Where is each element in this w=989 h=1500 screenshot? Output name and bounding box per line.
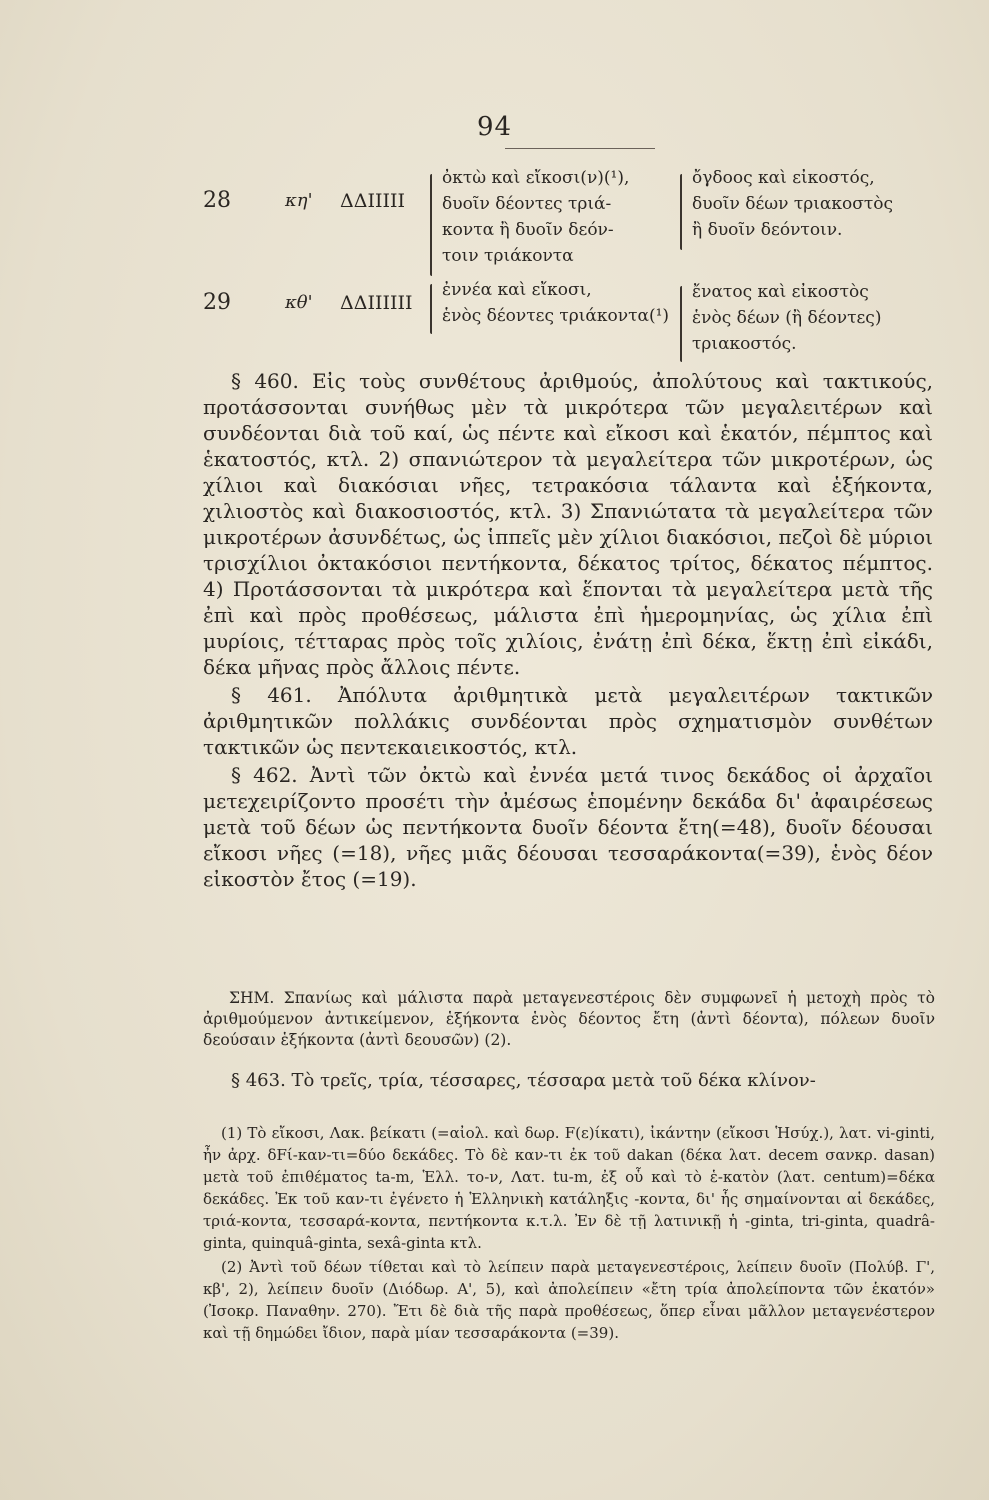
row-29-attic-numeral: ΔΔΙΙΙΙΙΙ	[340, 292, 413, 314]
row-28-cardinal-line: ὀκτὼ καὶ εἴκοσι(ν)(¹),	[442, 168, 630, 188]
section-461: § 461. Ἀπόλυτα ἀριθμητικὰ μετὰ μεγαλειτέρων τακτικῶν ἀριθμητικῶν πολλάκις συνδέονται πρὸς σχηματισμὸν συνθέτων τακτικῶν ὡς πεντεκαιεικοστός, κτλ.	[203, 683, 933, 759]
row-28-cardinal-line: κοντα ἢ δυοῖν δεόν-	[442, 220, 614, 240]
row-29-number: 29	[203, 290, 231, 315]
main-text	[203, 368, 933, 892]
row-29-cardinal-brace	[430, 284, 432, 334]
row-29-greek-numeral: κθ'	[285, 292, 313, 313]
footnote-1: (1) Τὸ εἴκοσι, Λακ. βείκατι (=αἰολ. καὶ δωρ. F(ε)ίκατι), ἰκάντην (εἴκοσι Ἡσύχ.), λατ. vi-ginti, ἦν ἀρχ. δFί-καν-τι=δύο δεκάδες. Τὸ δὲ καν-τι ἐκ τοῦ dakan (δέκα λατ. decem σανκρ. dasan) μετὰ τοῦ ἐπιθέματος ta-m, Ἑλλ. το-ν, Λατ. tu-m, ἐξ οὗ καὶ τὸ ἑ-κατὸν (λατ. centum)=δέκα δεκάδες. Ἐκ τοῦ καν-τι ἐγένετο ἡ Ἑλληνικὴ κατάληξις -κοντα, δι' ἧς σημαίνονται αἱ δεκάδες, τριά-κοντα, τεσσαρά-κοντα, πεντήκοντα κ.τ.λ. Ἐν δὲ τῇ λατινικῇ ἡ -ginta, tri-ginta, quadrâ-ginta, quinquâ-ginta, sexâ-ginta κτλ.	[203, 1124, 935, 1252]
page-number: 94	[476, 112, 513, 142]
row-28-ordinal-brace	[680, 174, 682, 250]
row-28-cardinal-line: δυοῖν δέοντες τριά-	[442, 194, 612, 214]
page-number-rule	[505, 146, 655, 149]
row-28-ordinal-line: δυοῖν δέων τριακοστὸς	[692, 194, 894, 214]
row-28-greek-numeral: κη'	[285, 190, 313, 211]
row-28-ordinal-line: ὄγδοος καὶ εἰκοστός,	[692, 168, 875, 188]
row-28-cardinal-line: τοιν τριάκοντα	[442, 246, 574, 266]
row-28-attic-numeral: ΔΔΙΙΙΙΙ	[340, 190, 405, 212]
row-29-ordinal-line: ἔνατος καὶ εἰκοστὸς	[692, 282, 869, 302]
row-29-cardinal-line: ἐννέα καὶ εἴκοσι,	[442, 280, 592, 300]
row-29-ordinal-line: ἑνὸς δέων (ἢ δέοντες)	[692, 308, 882, 328]
footnote-2: (2) Ἀντὶ τοῦ δέων τίθεται καὶ τὸ λείπειν παρὰ μεταγενεστέροις, λείπειν δυοῖν (Πολύβ. Γ', κβ', 2), λείπειν δυοῖν (Διόδωρ. Α', 5), καὶ ἀπολείπειν «ἔτη τρία ἀπολείποντα τῶν ἑκατόν» (Ἰσοκρ. Παναθην. 270). Ἔτι δὲ διὰ τῆς παρὰ προθέσεως, ὅπερ εἶναι μᾶλλον μεταγενέστερον καὶ τῇ δημώδει ἴδιον, παρὰ μίαν τεσσαράκοντα (=39).	[203, 1258, 935, 1342]
section-462: § 462. Ἀντὶ τῶν ὀκτὼ καὶ ἐννέα μετά τινος δεκάδος οἱ ἀρχαῖοι μετεχειρίζοντο προσέτι τὴν ἀμέσως ἑπομένην δεκάδα δι' ἀφαιρέσεως μετὰ τοῦ δέων ὡς πεντήκοντα δυοῖν δέοντα ἔτη(=48), δυοῖν δέουσαι εἴκοσι νῆες (=18), νῆες μιᾶς δέουσαι τεσσαράκοντα(=39), ἑνὸς δέον εἰκοστὸν ἔτος (=19).	[203, 763, 933, 891]
row-28-cardinal-brace	[430, 174, 432, 276]
row-29-ordinal-brace	[680, 286, 682, 362]
section-463-text: § 463. Τὸ τρεῖς, τρία, τέσσαρες, τέσσαρα μετὰ τοῦ δέκα κλίνον-	[231, 1070, 816, 1091]
section-460: § 460. Εἰς τοὺς συνθέτους ἀριθμούς, ἀπολύτους καὶ τακτικούς, προτάσσονται συνήθως μὲν τὰ μικρότερα τῶν μεγαλειτέρων καὶ συνδέονται διὰ τοῦ καί, ὡς πέντε καὶ εἴκοσι καὶ ἑκατόν, πέμπτος καὶ ἑκατοστός, κτλ. 2) σπανιώτερον τὰ μεγαλείτερα τῶν μικροτέρων, ὡς χίλιοι καὶ διακόσιαι νῆες, τετρακόσια τάλαντα καὶ ἑξήκοντα, χιλιοστὸς καὶ διακοσιοστός, κτλ. 3) Σπανιώτατα τὰ μεγαλείτερα τῶν μικροτέρων ἀσυνδέτως, ὡς ἱππεῖς μὲν χίλιοι διακόσιοι, πεζοὶ δὲ μύριοι τρισχίλιοι ὀκτακόσιοι πεντήκοντα, δέκατος τρίτος, δέκατος πέμπτος. 4) Προτάσσονται τὰ μικρότερα καὶ ἕπονται τὰ μεγαλείτερα μετὰ τῆς ἐπὶ καὶ πρὸς προθέσεως, μάλιστα ἐπὶ ἡμερομηνίας, ὡς χίλια ἐπὶ μυρίοις, τέτταρας πρὸς τοῖς χιλίοις, ἐνάτῃ ἐπὶ δέκα, ἕκτῃ ἐπὶ εἰκάδι, δέκα μῆνας πρὸς ἄλλοις πέντε.	[203, 369, 933, 679]
row-28-number: 28	[203, 188, 231, 213]
section-463	[203, 1068, 933, 1094]
row-29-ordinal-line: τριακοστός.	[692, 334, 797, 354]
footnotes	[203, 1122, 935, 1344]
note-sem: ΣΗΜ. Σπανίως καὶ μάλιστα παρὰ μεταγενεστέροις δὲν συμφωνεῖ ἡ μετοχὴ πρὸς τὸ ἀριθμούμενον ἀντικείμενον, ἑξήκοντα ἑνὸς δέοντος ἔτη (ἀντὶ δέοντα), πόλεων δυοῖν δεούσαιν ἑξήκοντα (ἀντὶ δεουσῶν) (2).	[203, 989, 935, 1049]
row-29-cardinal-line: ἑνὸς δέοντες τριάκοντα(¹)	[442, 306, 670, 326]
row-28-ordinal-line: ἢ δυοῖν δεόντοιν.	[692, 220, 843, 240]
